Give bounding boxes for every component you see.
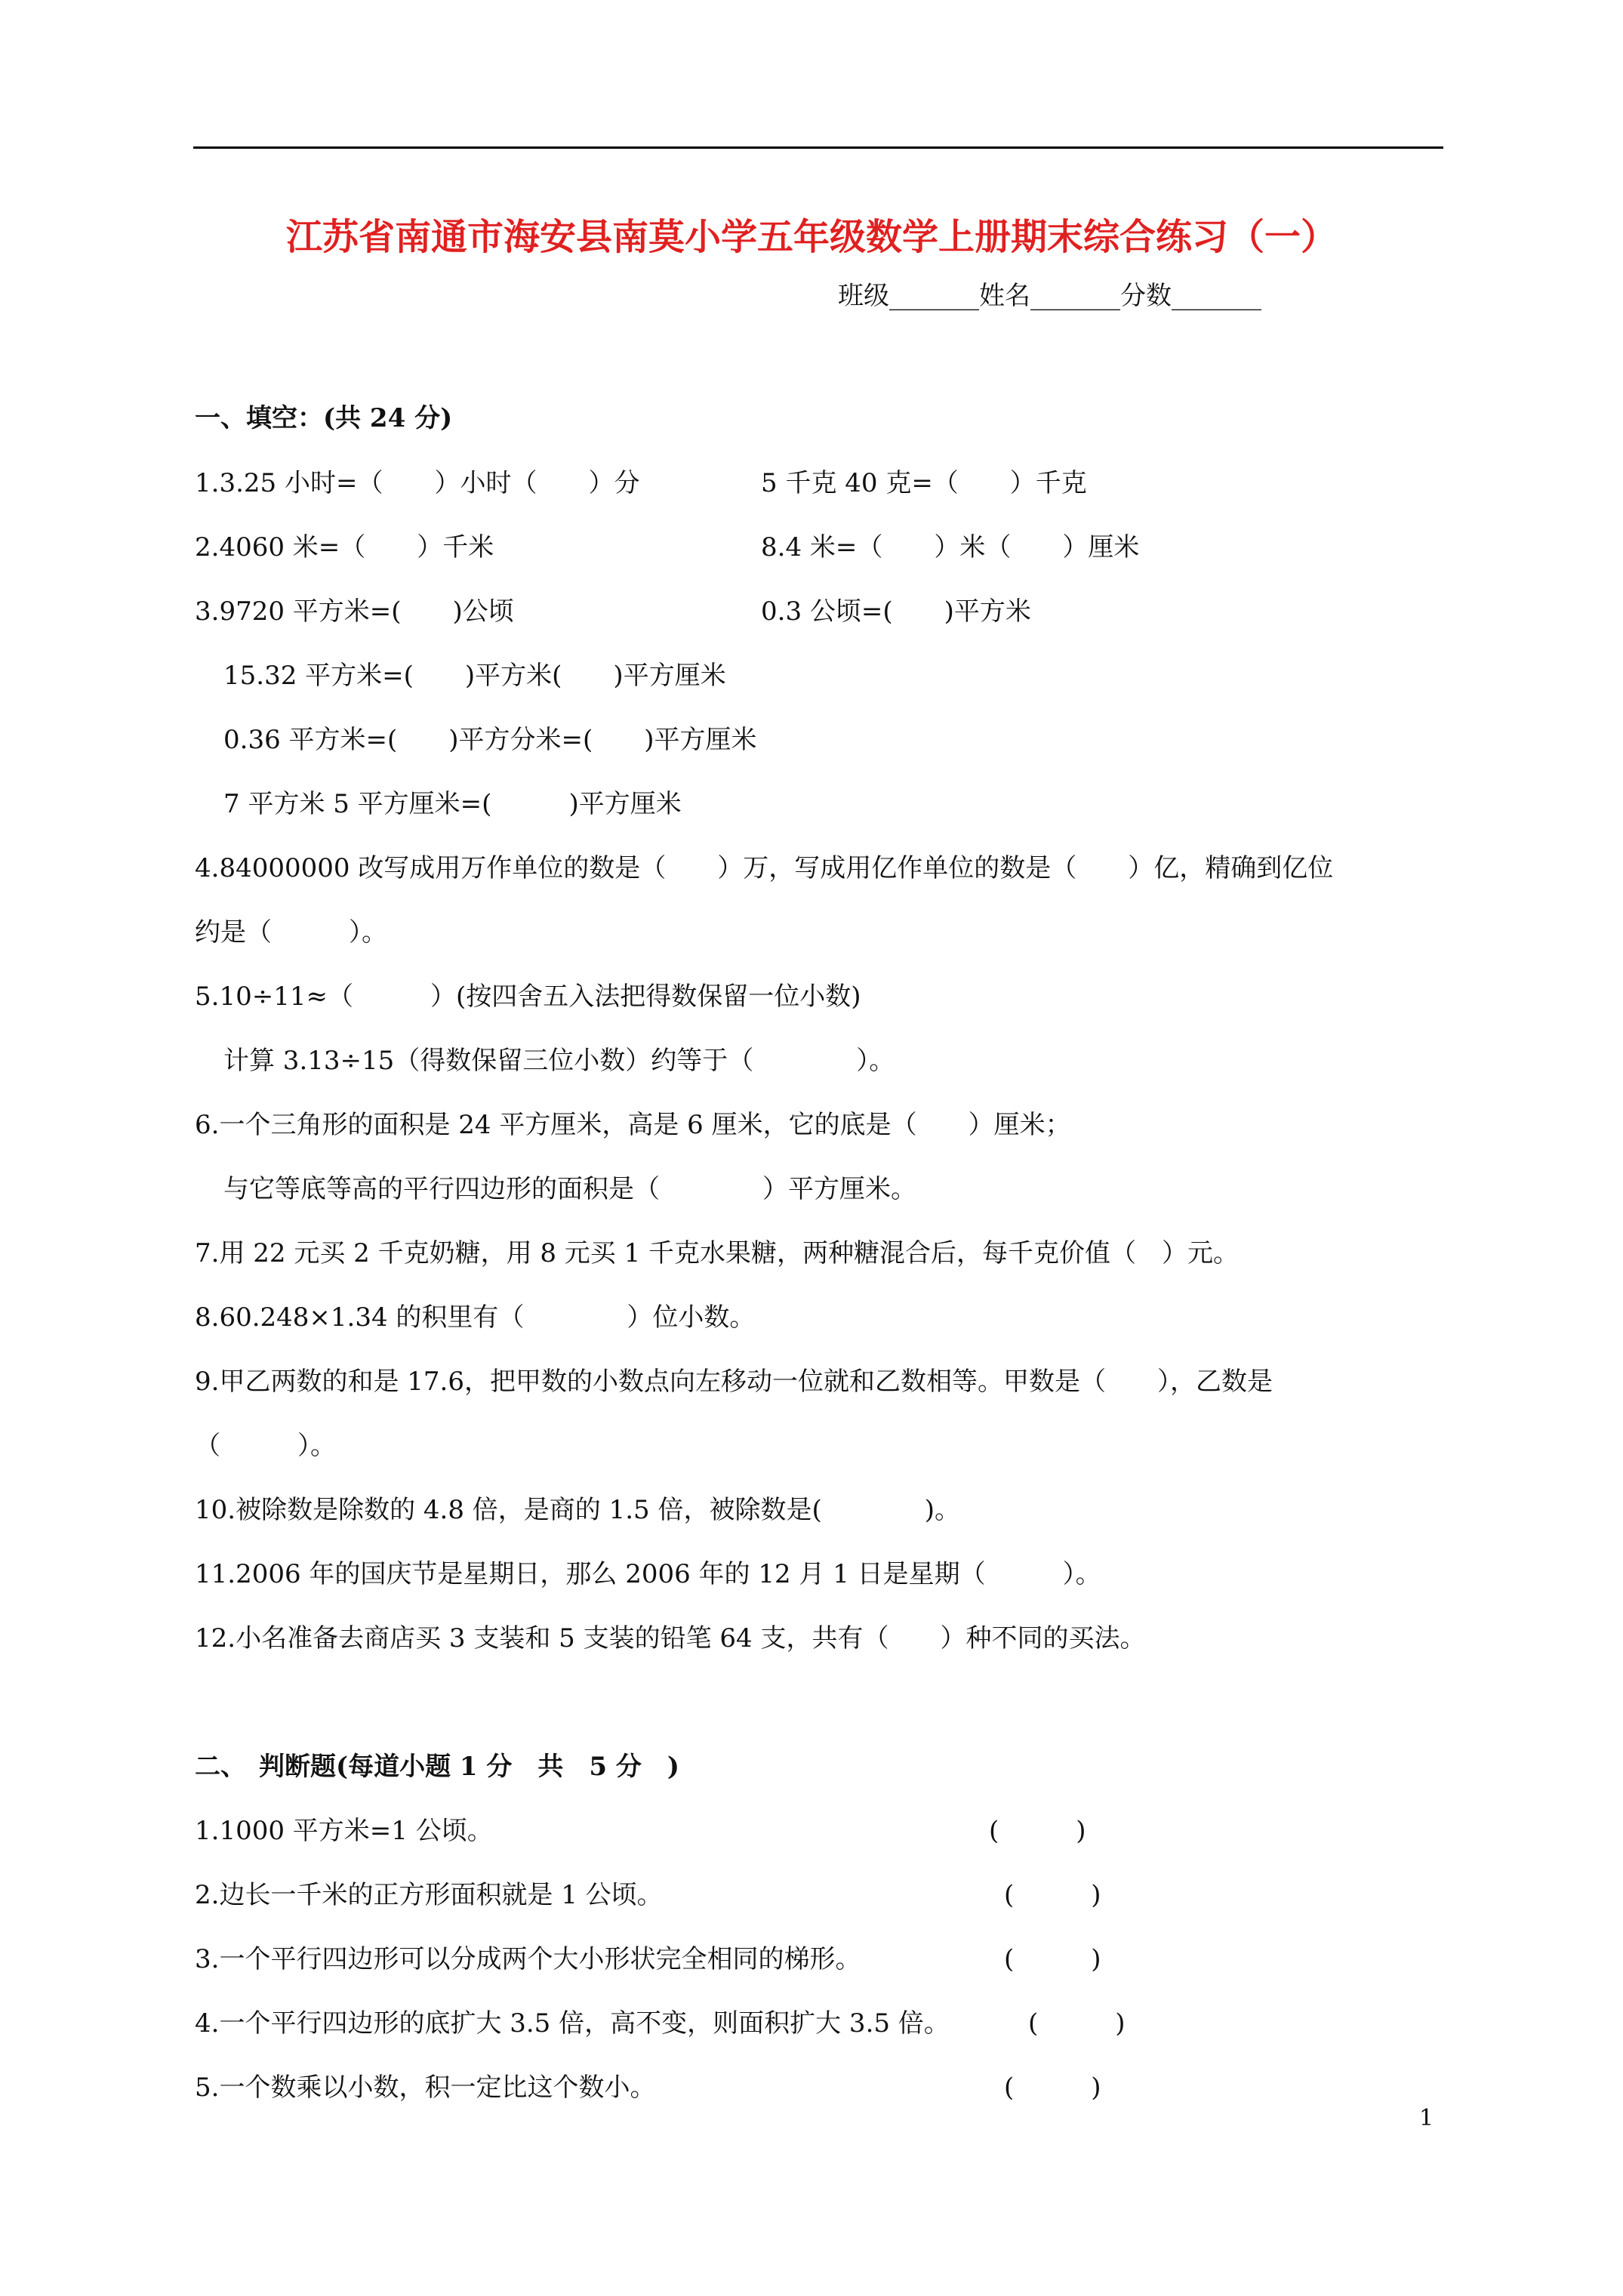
question-line: 计算 3.13÷15（得数保留三位小数）约等于（ ）。	[223, 1046, 895, 1076]
page-number: 1	[1419, 2105, 1434, 2131]
question-line: 10.被除数是除数的 4.8 倍，是商的 1.5 倍，被除数是( )。	[195, 1495, 960, 1525]
judgment-item: 1.1000 平方米=1 公顷。	[195, 1816, 493, 1846]
judgment-item: 3.一个平行四边形可以分成两个大小形状完全相同的梯形。	[195, 1944, 861, 1974]
answer-blank: ( )	[1004, 2073, 1101, 2103]
question-line: 12.小名准备去商店买 3 支装和 5 支装的铅笔 64 支，共有（ ）种不同的买法。	[195, 1623, 1146, 1653]
question-line: 与它等底等高的平行四边形的面积是（ ）平方厘米。	[223, 1174, 916, 1204]
section2-heading: 二、 判断题(每道小题 1 分 共 5 分 )	[195, 1752, 679, 1782]
question-line: （ ）。	[195, 1431, 336, 1461]
judgment-item: 2.边长一千米的正方形面积就是 1 公顷。	[195, 1880, 663, 1910]
answer-blank: ( )	[989, 1816, 1086, 1846]
question-line: 2.4060 米=（ ）千米	[195, 532, 494, 562]
question-line: 7 平方米 5 平方厘米=( )平方厘米	[223, 789, 682, 819]
question-line: 5.10÷11≈（ ）(按四舍五入法把得数保留一位小数)	[195, 982, 861, 1012]
question-line: 8.4 米=（ ）米（ ）厘米	[761, 532, 1140, 562]
question-line: 11.2006 年的国庆节是星期日，那么 2006 年的 12 月 1 日是星期（ ）。	[195, 1559, 1101, 1589]
judgment-item: 4.一个平行四边形的底扩大 3.5 倍，高不变，则面积扩大 3.5 倍。	[195, 2008, 950, 2039]
judgment-item: 5.一个数乘以小数，积一定比这个数小。	[195, 2073, 656, 2103]
question-line: 3.9720 平方米=( )公顷	[195, 596, 514, 627]
header-rule	[193, 146, 1443, 149]
answer-blank: ( )	[1028, 2008, 1126, 2039]
question-line: 5 千克 40 克=（ ）千克	[761, 468, 1087, 498]
question-line: 15.32 平方米=( )平方米( )平方厘米	[223, 661, 726, 691]
document-title: 江苏省南通市海安县南莫小学五年级数学上册期末综合练习（一）	[285, 216, 1337, 258]
question-line: 6.一个三角形的面积是 24 平方厘米，高是 6 厘米，它的底是（ ）厘米；	[195, 1110, 1071, 1140]
answer-blank: ( )	[1004, 1944, 1101, 1974]
question-line: 0.3 公顷=( )平方米	[761, 596, 1031, 627]
question-line: 8.60.248×1.34 的积里有（ ）位小数。	[195, 1302, 756, 1333]
answer-blank: ( )	[1004, 1880, 1101, 1910]
section1-heading: 一、填空：(共 24 分)	[195, 403, 453, 433]
question-line: 4.84000000 改写成用万作单位的数是（ ）万，写成用亿作单位的数是（ ）亿，精确到亿位	[195, 853, 1334, 883]
question-line: 9.甲乙两数的和是 17.6，把甲数的小数点向左移动一位就和乙数相等。甲数是（ ），乙数是	[195, 1367, 1273, 1397]
question-line: 1.3.25 小时=（ ）小时（ ）分	[195, 468, 640, 498]
question-line: 0.36 平方米=( )平方分米=( )平方厘米	[223, 725, 757, 755]
question-line: 约是（ ）。	[195, 917, 387, 948]
question-line: 7.用 22 元买 2 千克奶糖，用 8 元买 1 千克水果糖，两种糖混合后，每千克价值（ ）元。	[195, 1238, 1240, 1268]
student-info-line: 班级_______姓名_______分数_______	[838, 281, 1261, 311]
